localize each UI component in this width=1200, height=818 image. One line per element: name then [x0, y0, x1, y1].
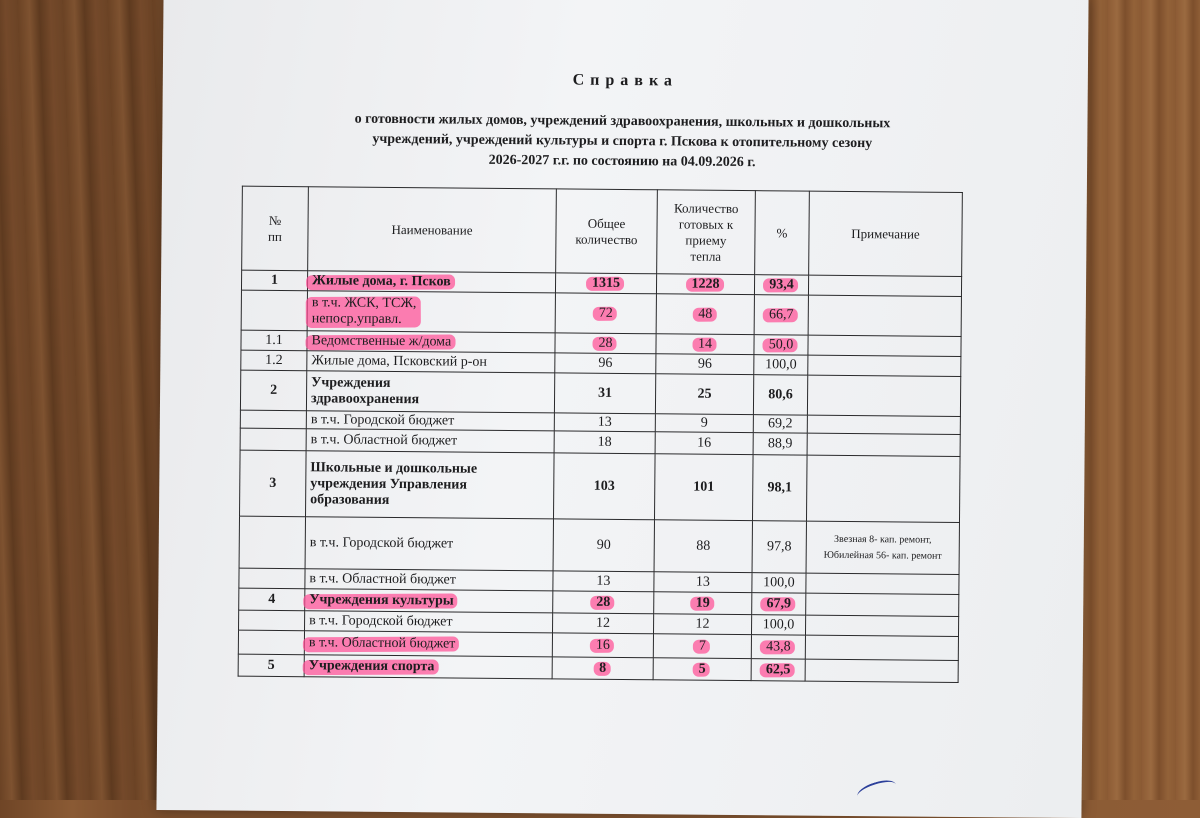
cell-value: 80,6: [768, 386, 793, 402]
cell-percent: [753, 433, 807, 455]
cell-line: в т.ч. Городской бюджет: [309, 534, 454, 552]
cell-num: [238, 654, 304, 677]
cell-ready: [654, 454, 753, 521]
header-percent: %: [755, 191, 810, 275]
document-subtitle: [232, 109, 1012, 176]
cell-value: 28: [596, 594, 611, 610]
cell-line: учреждения Управления: [310, 475, 468, 493]
cell-value: 97,8: [766, 538, 792, 554]
cell-percent: [753, 375, 807, 415]
readiness-table: [238, 186, 963, 683]
table-header-row: [242, 186, 963, 276]
cell-percent: [752, 573, 806, 593]
cell-percent: [751, 659, 805, 681]
cell-ready: [654, 520, 752, 573]
cell-line: Ведомственные ж/дома: [311, 332, 452, 350]
cell-num: [241, 270, 307, 291]
cell-note: [805, 615, 958, 636]
cell-num: [241, 290, 307, 331]
cell-value: 19: [695, 595, 710, 611]
cell-percent: [751, 615, 805, 635]
wood-table-left: [0, 0, 180, 800]
cell-total: [553, 571, 654, 592]
cell-ready: [653, 614, 751, 635]
cell-ready: [656, 354, 754, 375]
subtitle-line: 2026-2027 г.г. по состоянию на 04.09.2026 г.: [488, 152, 756, 171]
cell-total: [555, 353, 656, 374]
cell-value: 5: [698, 661, 706, 677]
cell-value: 9: [700, 415, 708, 431]
cell-name: [304, 631, 552, 657]
cell-ready: [653, 634, 751, 659]
cell-value: 1: [271, 272, 279, 288]
cell-ready: [656, 334, 754, 355]
cell-ready: [654, 572, 752, 593]
table-row: [241, 290, 961, 336]
cell-value: 90: [596, 537, 611, 553]
cell-percent: [752, 521, 806, 573]
cell-note: [808, 335, 961, 356]
cell-value: 1.2: [265, 352, 283, 368]
cell-note: [807, 375, 960, 416]
cell-note: [805, 635, 958, 660]
highlighted-name: [311, 333, 451, 350]
cell-num: [239, 568, 305, 589]
cell-value: 48: [698, 306, 713, 322]
cell-name: [306, 411, 554, 431]
cell-ready: [655, 414, 753, 433]
cell-name: [307, 291, 555, 333]
cell-value: 98,1: [767, 479, 793, 495]
cell-total: [554, 373, 655, 414]
cell-percent: [751, 635, 805, 659]
cell-name: [305, 517, 553, 571]
table-row: [239, 516, 959, 574]
cell-value: 25: [697, 386, 712, 402]
cell-total: [555, 333, 656, 354]
cell-num: [240, 370, 306, 411]
cell-value: 4: [268, 591, 276, 607]
cell-ready: [655, 374, 753, 415]
cell-line: Юбилейная 56- кап. ремонт: [823, 549, 942, 562]
cell-line: в т.ч. Городской бюджет: [309, 612, 453, 630]
cell-name: [306, 429, 554, 453]
cell-line: Учреждения спорта: [308, 657, 435, 674]
cell-value: 1228: [691, 276, 720, 292]
cell-line: Жилые дома, Псковский р-он: [311, 352, 488, 370]
cell-percent: [754, 355, 808, 375]
cell-note: [807, 433, 960, 456]
cell-total: [554, 431, 655, 454]
cell-num: [241, 330, 307, 351]
cell-value: 5: [267, 657, 275, 673]
cell-value: 69,2: [768, 415, 793, 431]
cell-value: 67,9: [766, 595, 792, 611]
highlighted-name: [309, 658, 435, 675]
cell-name: [307, 351, 555, 373]
cell-value: 7: [698, 638, 706, 654]
cell-value: 100,0: [762, 616, 795, 633]
header-num: № пп: [242, 186, 309, 271]
cell-note: [806, 593, 959, 616]
cell-value: 101: [693, 479, 715, 495]
highlighted-name: [312, 273, 451, 290]
cell-value: 66,7: [768, 306, 794, 322]
highlighted-name: [309, 592, 454, 609]
cell-name: [305, 569, 553, 591]
cell-line: Звезная 8- кап. ремонт,: [834, 533, 932, 546]
cell-value: 28: [598, 335, 613, 351]
cell-value: 13: [596, 573, 611, 589]
cell-value: 43,8: [766, 638, 791, 654]
table-row: [240, 450, 961, 522]
cell-total: [553, 591, 654, 614]
cell-value: 13: [695, 574, 711, 590]
cell-ready: [655, 432, 753, 455]
highlighted-name: [312, 295, 417, 328]
cell-percent: [752, 455, 807, 521]
cell-total: [553, 453, 655, 520]
cell-value: 31: [598, 385, 613, 401]
cell-line: непоср.управл.: [311, 310, 402, 327]
cell-num: [239, 516, 305, 569]
cell-value: 50,0: [768, 336, 794, 352]
cell-note: [808, 355, 961, 376]
subtitle-line: о готовности жилых домов, учреждений здравоохранения, школьных и дошкольных: [354, 111, 891, 132]
cell-value: 1.1: [265, 332, 283, 348]
cell-value: 1315: [591, 275, 621, 291]
cell-name: [306, 371, 554, 413]
cell-percent: [754, 275, 808, 295]
cell-line: Жилые дома, г. Псков: [312, 272, 451, 289]
highlighted-name: [309, 635, 456, 652]
cell-value: 88: [696, 538, 711, 554]
paper-sheet: [156, 0, 1088, 818]
cell-ready: [656, 274, 754, 295]
document-title: Справка: [572, 71, 679, 90]
cell-num: [239, 610, 305, 631]
cell-line: Учреждения культуры: [309, 591, 454, 609]
cell-line: образования: [310, 491, 390, 508]
cell-line: в т.ч. Городской бюджет: [310, 411, 455, 429]
cell-total: [552, 657, 653, 680]
cell-ready: [654, 592, 752, 615]
cell-line: Школьные и дошкольные: [310, 459, 478, 477]
cell-name: [306, 451, 555, 519]
cell-note: [805, 659, 958, 682]
cell-line: в т.ч. ЖСК, ТСЖ,: [311, 294, 417, 311]
cell-value: 3: [269, 475, 277, 491]
cell-total: [555, 273, 656, 294]
cell-value: 13: [597, 414, 612, 430]
cell-percent: [752, 593, 806, 615]
cell-name: [307, 271, 555, 293]
cell-name: [305, 611, 553, 633]
cell-name: [307, 331, 555, 353]
cell-value: 96: [697, 356, 712, 372]
cell-num: [238, 630, 304, 655]
cell-value: 8: [599, 660, 607, 676]
cell-note: [808, 295, 961, 336]
cell-note: [807, 415, 960, 434]
cell-value: 100,0: [765, 356, 797, 373]
cell-line: Учреждения: [311, 374, 391, 391]
cell-total: [554, 413, 655, 432]
cell-ready: [656, 294, 754, 335]
header-total: Общее количество: [556, 189, 658, 274]
cell-value: 96: [598, 355, 613, 371]
cell-value: 18: [597, 434, 612, 450]
header-ready: Количество готовых к приему тепла: [657, 190, 756, 275]
header-note: Примечание: [809, 191, 963, 276]
cell-value: 12: [596, 615, 611, 631]
cell-num: [240, 410, 306, 429]
cell-note: [806, 573, 959, 594]
cell-ready: [653, 658, 751, 681]
cell-note: [806, 521, 959, 574]
cell-note: [806, 455, 960, 522]
cell-value: 16: [595, 637, 610, 653]
cell-name: [304, 655, 552, 679]
cell-total: [555, 293, 656, 334]
cell-value: 14: [697, 336, 713, 352]
cell-value: 62,5: [765, 661, 791, 677]
cell-line: в т.ч. Областной бюджет: [308, 634, 456, 652]
cell-line: в т.ч. Областной бюджет: [310, 431, 458, 449]
cell-name: [305, 589, 553, 613]
cell-value: 93,4: [769, 276, 794, 292]
cell-num: [241, 350, 307, 371]
cell-value: 72: [598, 305, 613, 321]
cell-line: в т.ч. Областной бюджет: [309, 570, 456, 588]
header-name: Наименование: [308, 187, 557, 273]
cell-value: 16: [697, 435, 712, 451]
cell-percent: [754, 335, 808, 355]
cell-line: здравоохранения: [310, 390, 420, 407]
cell-value: 103: [593, 478, 615, 494]
cell-note: [808, 275, 961, 296]
cell-total: [552, 613, 653, 634]
cell-num: [240, 450, 307, 517]
cell-percent: [754, 295, 808, 335]
table-row: [240, 370, 960, 416]
cell-value: 88,9: [767, 435, 793, 451]
subtitle-line: учреждений, учреждений культуры и спорта г. Пскова к отопительному сезону: [372, 131, 873, 152]
cell-num: [239, 588, 305, 611]
cell-percent: [753, 415, 807, 433]
cell-value: 100,0: [763, 574, 795, 591]
cell-value: 2: [270, 382, 278, 398]
cell-total: [552, 633, 653, 658]
cell-value: 12: [695, 616, 710, 632]
cell-total: [553, 519, 654, 572]
cell-num: [240, 428, 306, 451]
